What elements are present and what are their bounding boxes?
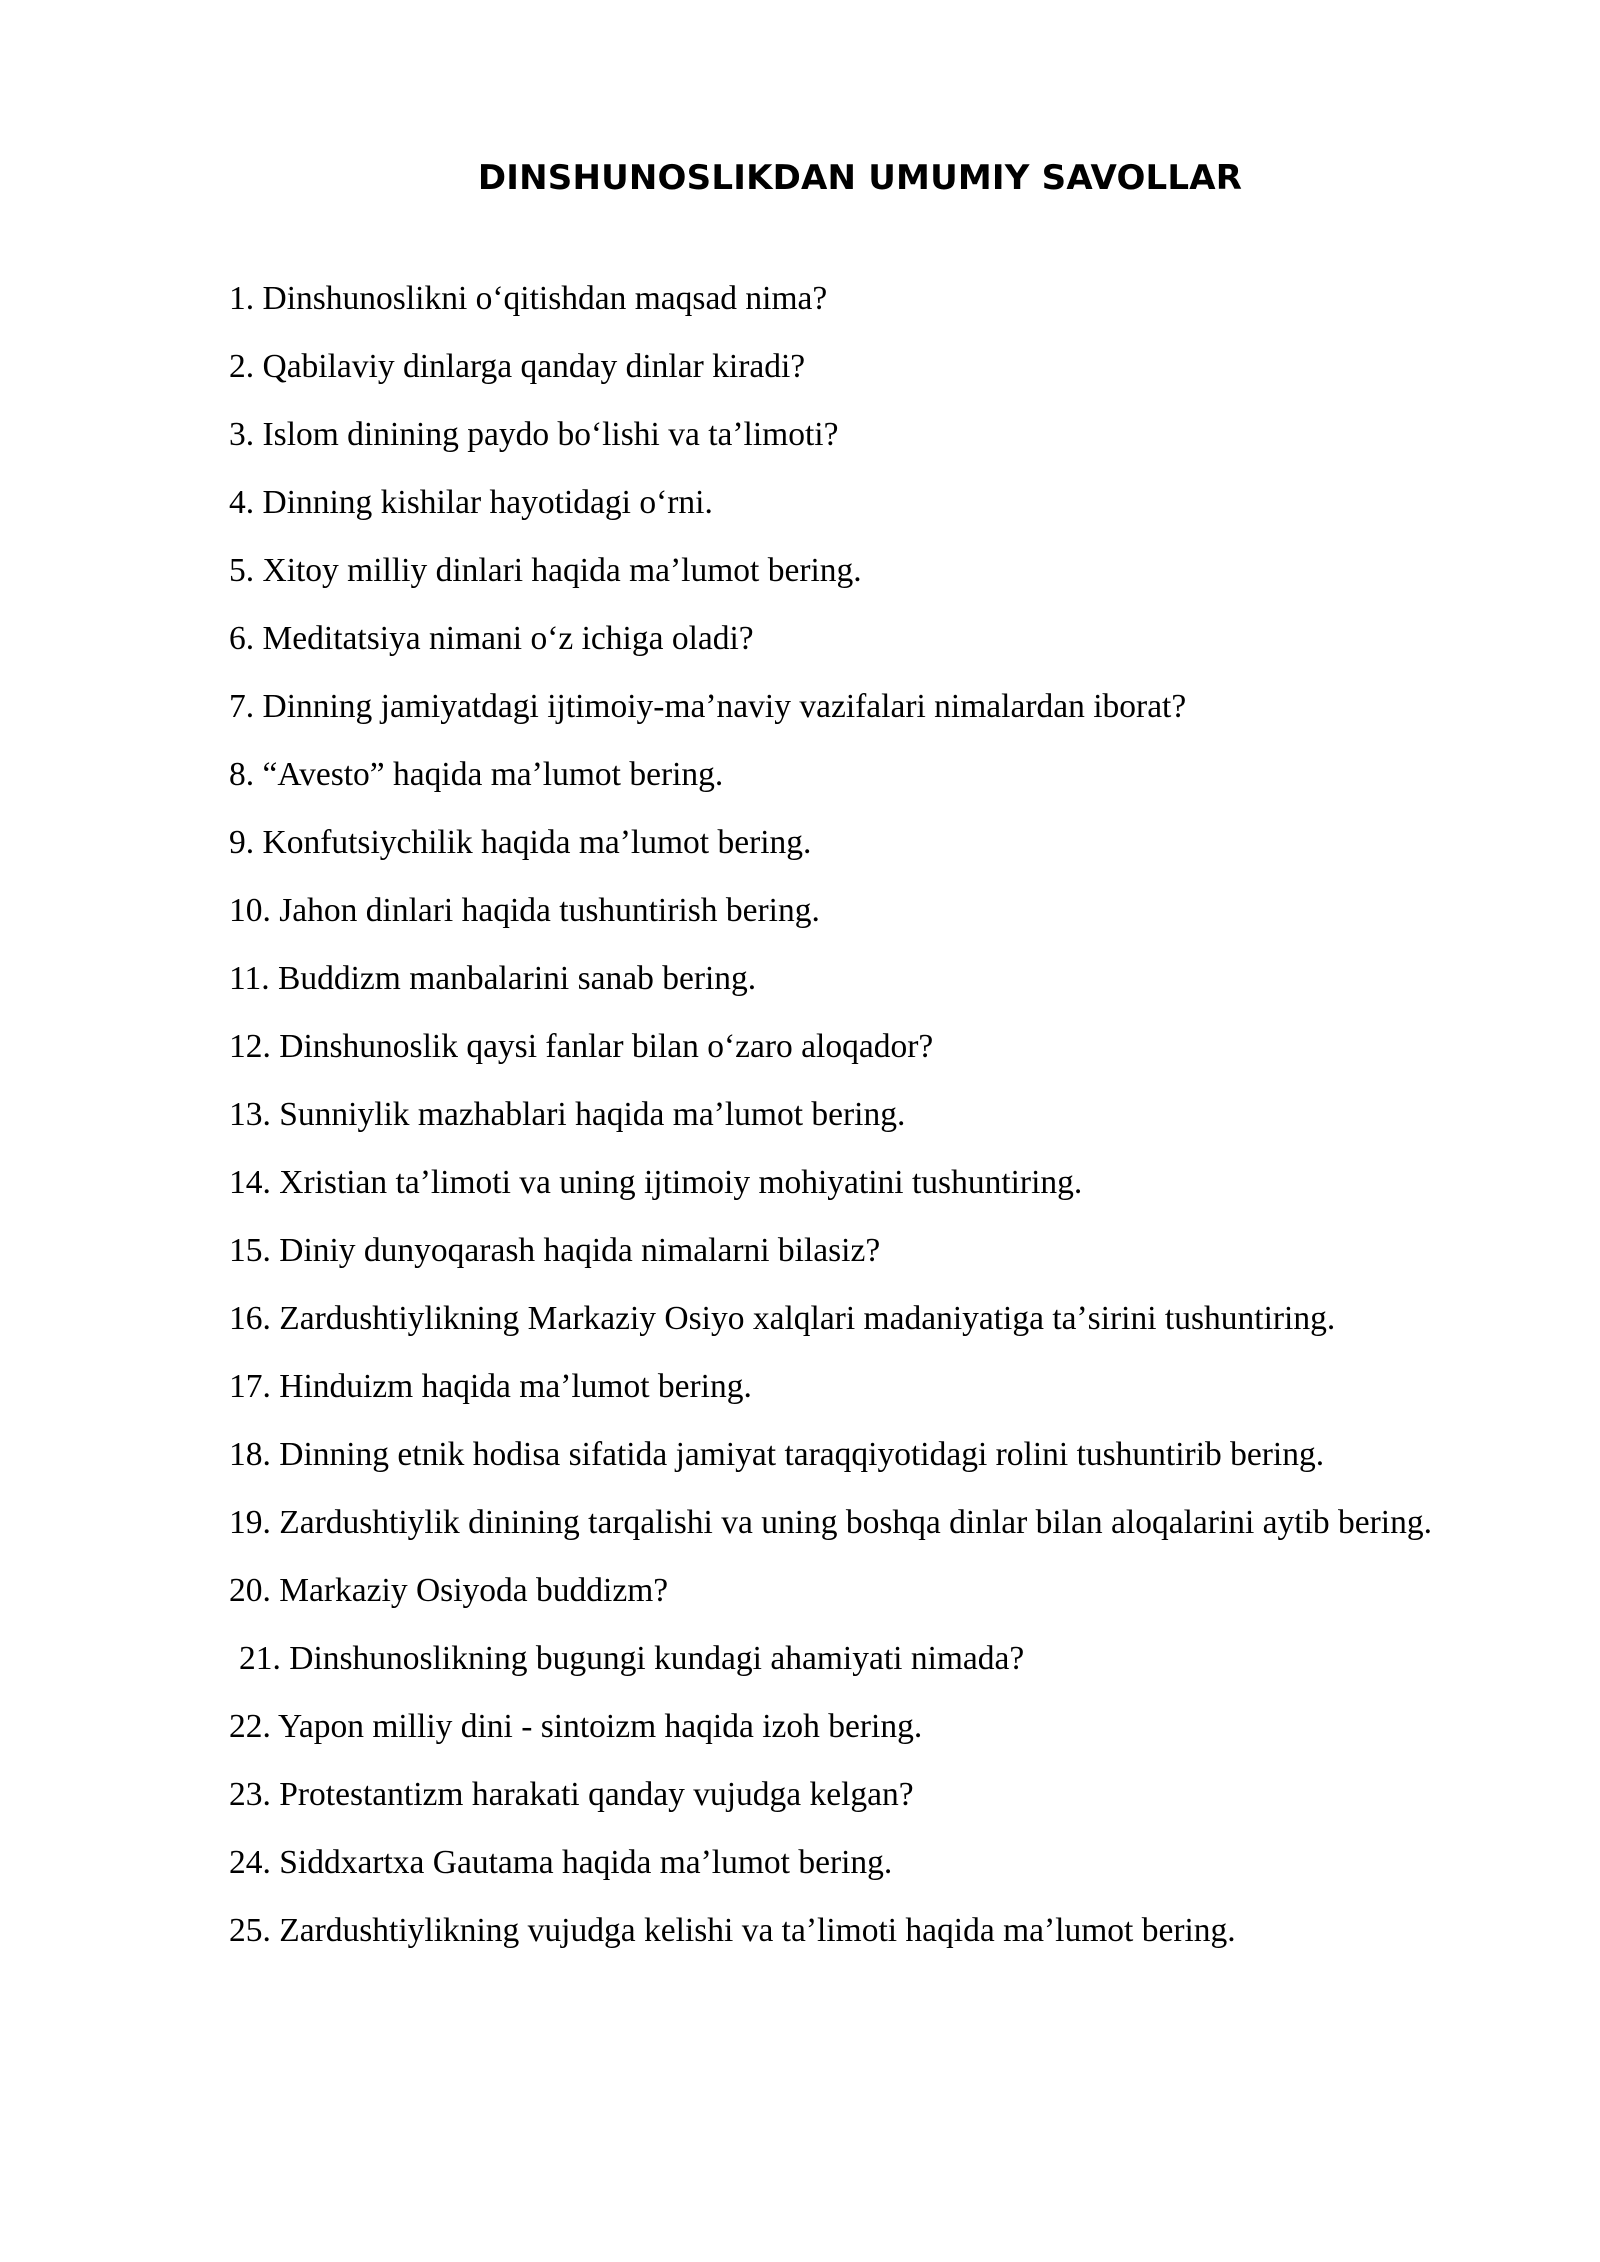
question-item: 10. Jahon dinlari haqida tushuntirish bering. [229, 892, 820, 929]
question-item: 8. “Avesto” haqida maʼlumot bering. [229, 756, 724, 793]
question-item: 17. Hinduizm haqida maʼlumot bering. [229, 1368, 752, 1405]
question-item: 15. Diniy dunyoqarash haqida nimalarni bilasiz? [229, 1232, 881, 1269]
question-item: 14. Xristian taʼlimoti va uning ijtimoiy mohiyatini tushuntiring. [229, 1164, 1083, 1201]
question-item: 4. Dinning kishilar hayotidagi oʻrni. [229, 484, 713, 521]
question-item: 22. Yapon milliy dini - sintoizm haqida izoh bering. [229, 1708, 923, 1745]
question-item: 7. Dinning jamiyatdagi ijtimoiy-maʼnaviy vazifalari nimalardan iborat? [229, 688, 1187, 725]
question-item: 9. Konfutsiychilik haqida maʼlumot bering. [229, 824, 812, 861]
question-item: 3. Islom dinining paydo boʻlishi va taʼlimoti? [229, 416, 839, 453]
question-item: 16. Zardushtiylikning Markaziy Osiyo xalqlari madaniyatiga taʼsirini tushuntiring. [229, 1300, 1336, 1337]
question-item: 20. Markaziy Osiyoda buddizm? [229, 1572, 669, 1609]
question-item: 25. Zardushtiylikning vujudga kelishi va taʼlimoti haqida maʼlumot bering. [229, 1912, 1236, 1949]
question-item: 24. Siddxartxa Gautama haqida maʼlumot bering. [229, 1844, 893, 1881]
question-item: 21. Dinshunoslikning bugungi kundagi ahamiyati nimada? [239, 1640, 1025, 1677]
question-item: 1. Dinshunoslikni oʻqitishdan maqsad nima? [229, 280, 828, 317]
question-item: 23. Protestantizm harakati qanday vujudga kelgan? [229, 1776, 914, 1813]
question-item: 13. Sunniylik mazhablari haqida maʼlumot bering. [229, 1096, 906, 1133]
question-list [229, 276, 1499, 1976]
question-item: 2. Qabilaviy dinlarga qanday dinlar kiradi? [229, 348, 806, 385]
question-item: 6. Meditatsiya nimani oʻz ichiga oladi? [229, 620, 754, 657]
document-title: DINSHUNOSLIKDAN UMUMIY SAVOLLAR [477, 158, 1243, 198]
question-item: 11. Buddizm manbalarini sanab bering. [229, 960, 757, 997]
question-item: 12. Dinshunoslik qaysi fanlar bilan oʻzaro aloqador? [229, 1028, 934, 1065]
question-item: 19. Zardushtiylik dinining tarqalishi va uning boshqa dinlar bilan aloqalarini aytib bering. [229, 1504, 1432, 1541]
question-item: 18. Dinning etnik hodisa sifatida jamiyat taraqqiyotidagi rolini tushuntirib bering. [229, 1436, 1325, 1473]
question-item: 5. Xitoy milliy dinlari haqida maʼlumot bering. [229, 552, 862, 589]
